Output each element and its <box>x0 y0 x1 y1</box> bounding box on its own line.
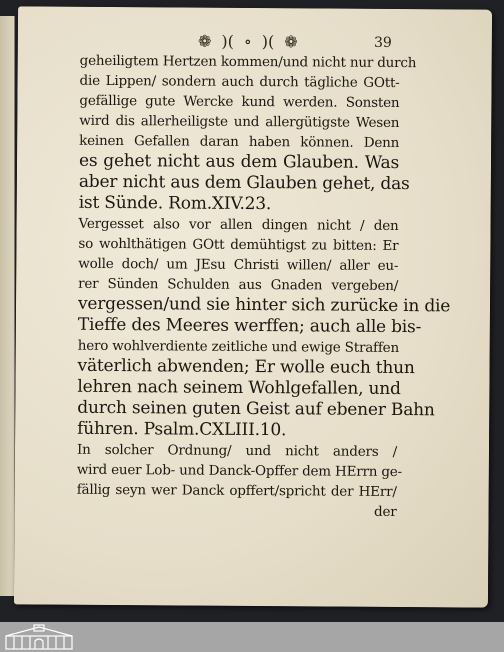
text-line: ist Sünde. Rom.XIV.23. <box>78 192 272 215</box>
text-line: fällig seyn wer Danck opffert/spricht der HErr/ <box>76 481 397 501</box>
text-line: Tieffe des Meeres werffen; auch alle bis- <box>77 314 422 338</box>
text-line: gefällige gute Wercke kund werden. Sonsten <box>79 92 400 112</box>
text-line: wolle doch/ um JEsu Christi willen/ aller eu- <box>78 255 399 275</box>
text-line: wird dis allerheiligste und allergütigste Wesen <box>79 112 400 132</box>
text-line: aber nicht aus dem Glauben gehet, das <box>78 171 410 195</box>
text-line: wird euer Lob- und Danck-Opffer dem HErrn ge- <box>76 461 403 481</box>
text-line: es gehet nicht aus dem Glauben. Was <box>78 150 400 174</box>
page-text <box>76 51 451 522</box>
library-building-icon <box>4 624 74 650</box>
text-line: vergessen/und sie hinter sich zurücke in die <box>77 293 451 317</box>
text-line: In solcher Ordnung/ und nicht anders / <box>76 441 398 461</box>
text-line: so wohlthätigen GOtt demühtigst zu bitten: Er <box>78 235 399 255</box>
text-line: Vergesset also vor allen dingen nicht / den <box>78 215 399 235</box>
text-line: hero wohlverdiente zeitliche und ewige Straffen <box>77 337 400 357</box>
text-line: führen. Psalm.CXLIII.10. <box>77 418 287 441</box>
footer-bar <box>0 622 504 652</box>
ornament-glyph: ∘ <box>243 31 252 51</box>
text-line: geheiligtem Hertzen kommen/und nicht nur durch <box>79 52 417 72</box>
text-line: väterlich abwenden; Er wolle euch thun <box>77 355 415 379</box>
header-ornament <box>168 29 328 52</box>
text-line: durch seinen guten Geist auf ebener Bahn <box>77 397 435 421</box>
scanned-page <box>14 6 492 607</box>
ornament-glyph: )( <box>221 31 235 51</box>
page-number: 39 <box>373 34 392 51</box>
ornament-glyph: ❁ <box>284 31 298 51</box>
text-line: keinen Gefallen daran haben können. Denn <box>79 132 400 152</box>
previous-page-edge <box>0 16 15 596</box>
text-line: die Lippen/ sondern auch durch tägliche GOtt- <box>79 72 400 92</box>
ornament-glyph: )( <box>261 31 275 51</box>
text-line: rer Sünden Schulden aus Gnaden vergeben/ <box>78 275 399 295</box>
text-line: lehren nach seinem Wohlgefallen, und <box>77 376 401 400</box>
ornament-glyph: ❁ <box>197 31 212 51</box>
text-line: der <box>374 503 397 521</box>
